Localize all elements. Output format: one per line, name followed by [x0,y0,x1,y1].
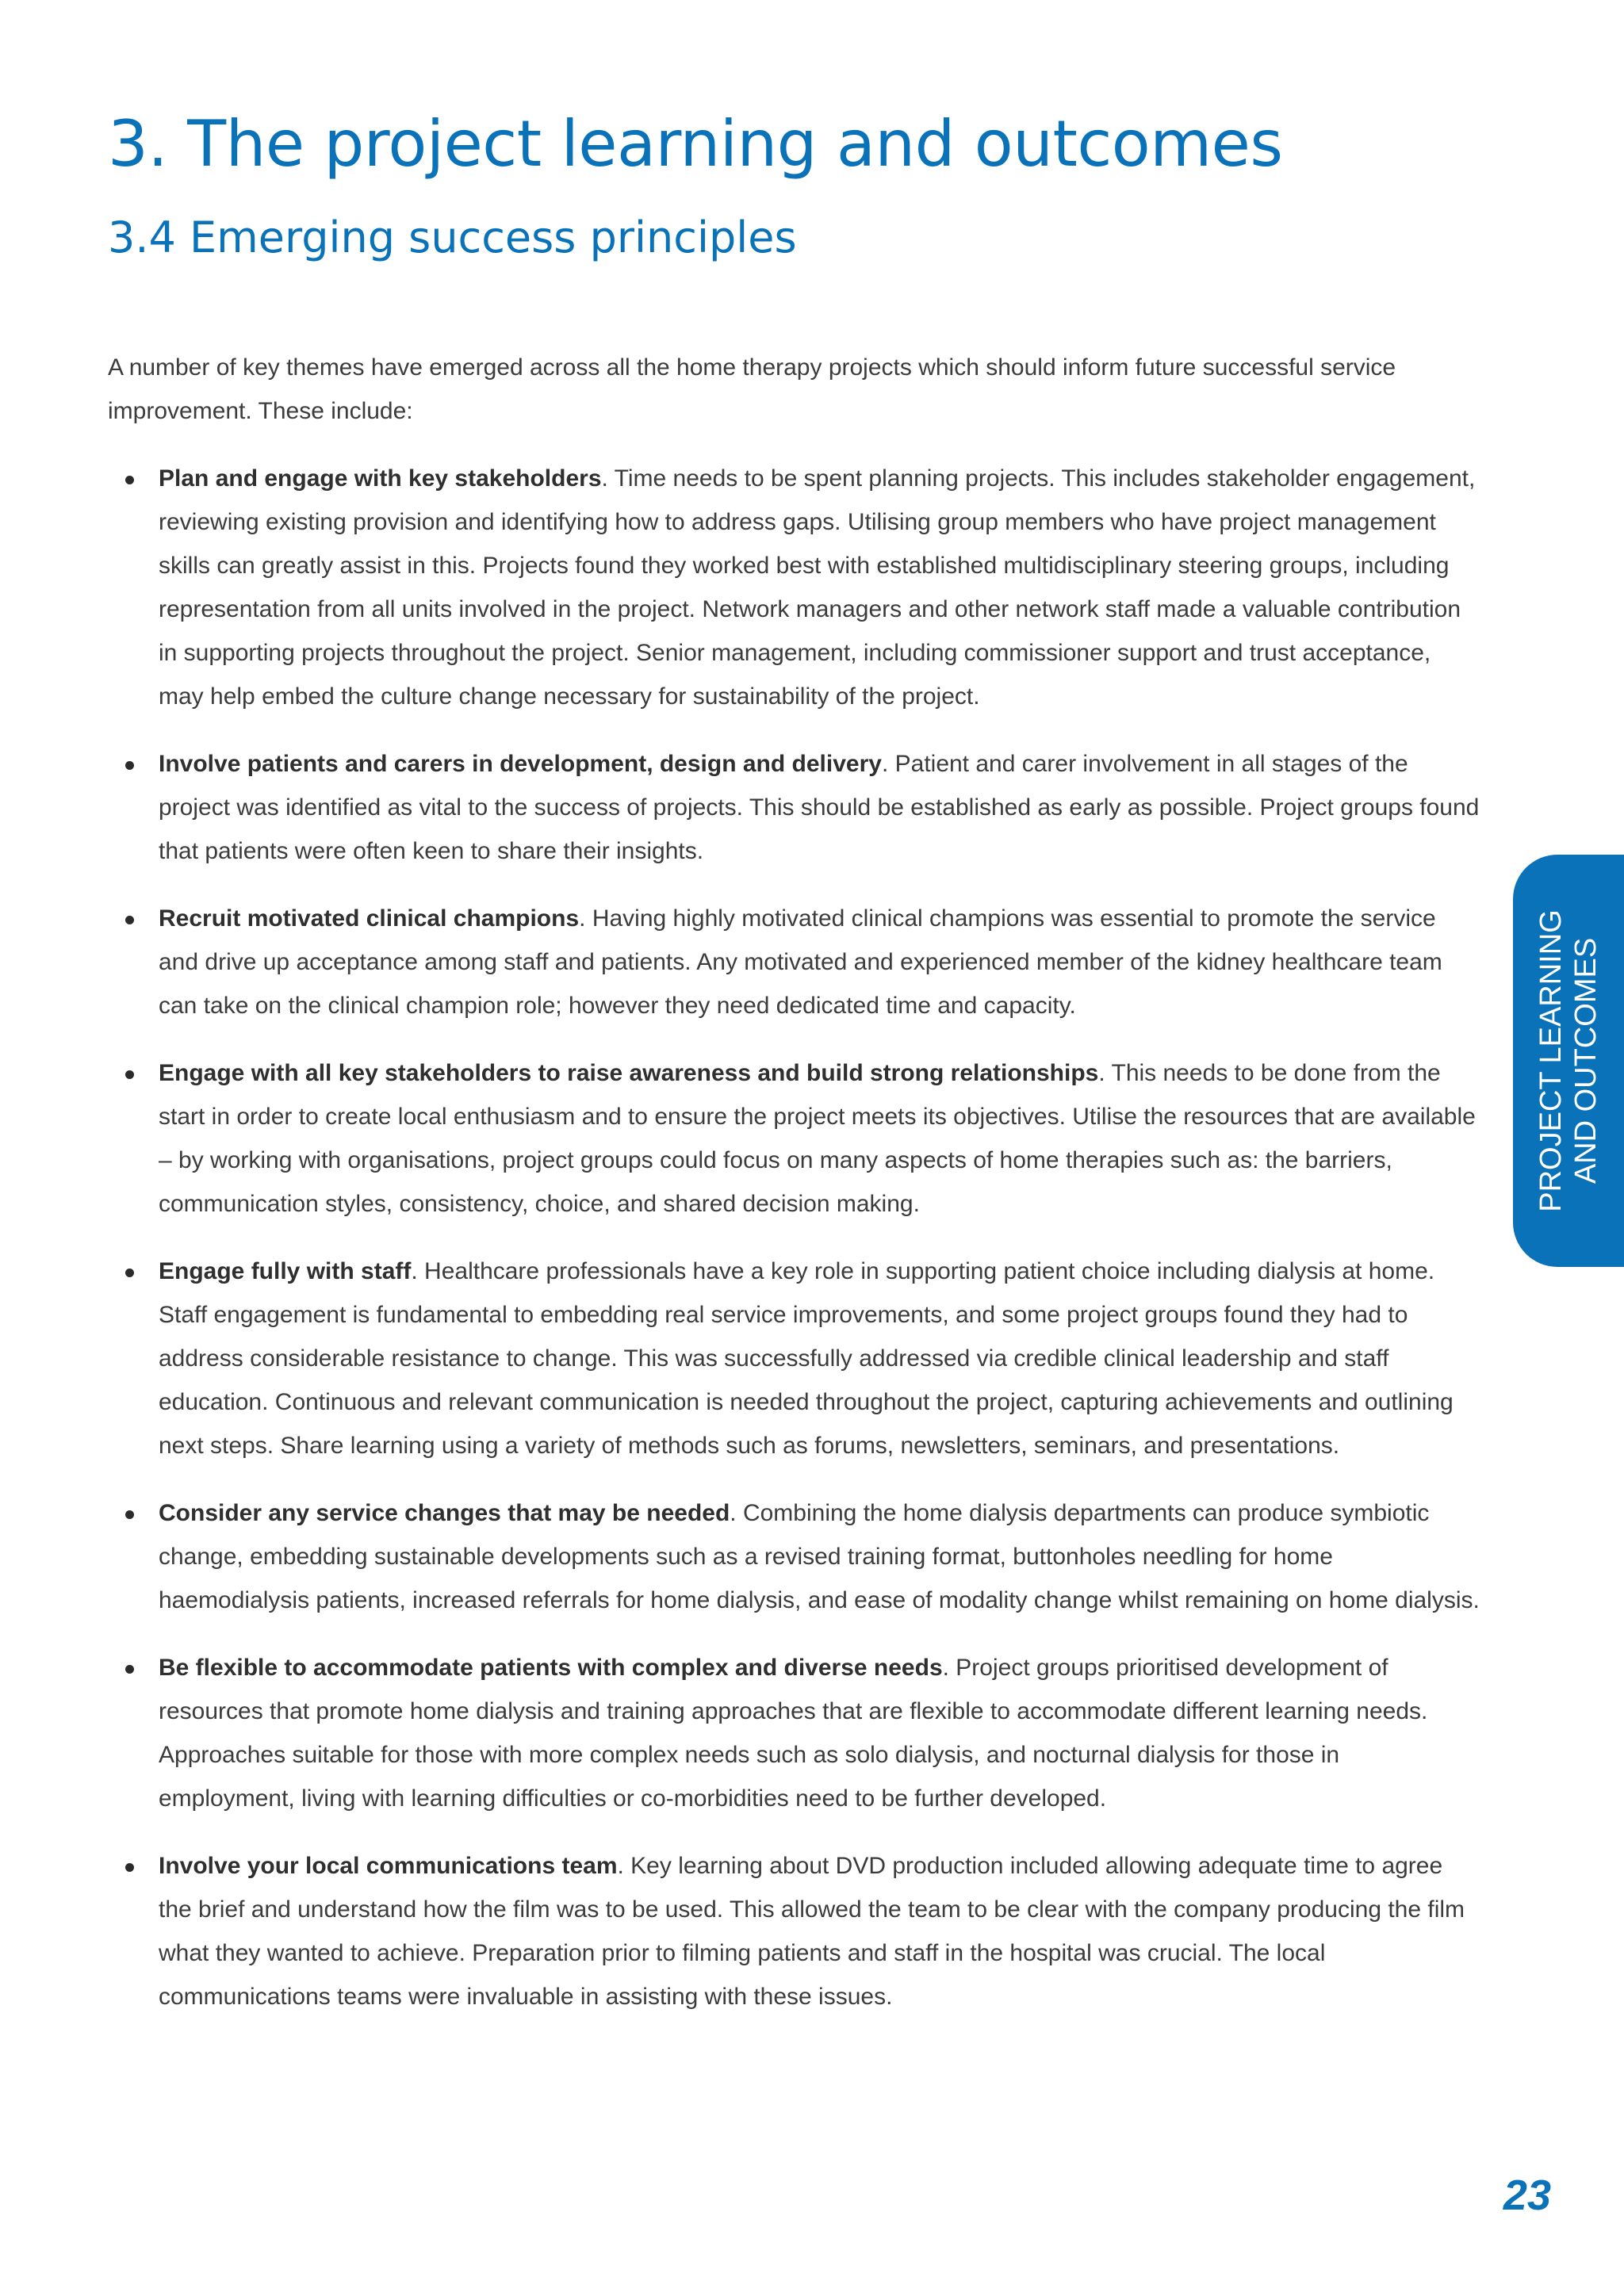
list-item [108,1844,1480,2019]
side-tab-line-1: PROJECT LEARNING [1534,909,1568,1212]
side-tab-line-2: AND OUTCOMES [1569,937,1603,1184]
list-item [108,1646,1480,1820]
section-title: 3.4 Emerging success principles [108,212,797,262]
bullet-text: . Project groups prioritised development of resources that promote home dialysis and training approaches that are flexible to accommodate different learning needs. Approaches suitable for those with more complex needs such as solo dialysis, and nocturnal dialysis for those in employment, living with learning difficulties or co-morbidities need to be further developed. [159,1655,1428,1812]
bullet-icon [125,476,134,484]
bullet-heading: Involve your local communications team [159,1853,618,1879]
list-item [108,457,1480,718]
bullet-text: . Having highly motivated clinical champions was essential to promote the service and drive up acceptance among staff and patients. Any motivated and experienced member of the kidney healthcare team can take on the clinical champion role; however they need dedicated time and capacity. [159,905,1442,1019]
bullet-icon [125,1269,134,1277]
bullet-text: . Patient and carer involvement in all stages of the project was identified as vital to the success of projects. This should be established as early as possible. Project groups found that patients were often keen to share their insights. [159,751,1480,864]
bullet-heading: Engage fully with staff [159,1258,412,1284]
side-tab-label [1534,909,1603,1211]
bullet-heading: Engage with all key stakeholders to raise awareness and build strong relationships [159,1060,1099,1086]
bullet-text: . Combining the home dialysis departments can produce symbiotic change, embedding sustainable developments such as a revised training format, buttonholes needling for home haemodialysis patients, increased referrals for home dialysis, and ease of modality change whilst remaining on home dialysis. [159,1500,1480,1613]
bullet-icon [125,916,134,924]
list-item [108,1051,1480,1226]
bullet-text: . This needs to be done from the start in order to create local enthusiasm and to ensure the project meets its objectives. Utilise the resources that are available – by working with organisations, project groups could focus on many aspects of home therapies such as: the barriers, communication styles, consistency, choice, and shared decision making. [159,1060,1476,1217]
page-title: 3. The project learning and outcomes [108,107,1283,181]
bullet-text: . Time needs to be spent planning projects. This includes stakeholder engagement, reviewing existing provision and identifying how to address gaps. Utilising group members who have project management skills can greatly assist in this. Projects found they worked best with established multidisciplinary steering groups, including representation from all units involved in the project. Network managers and other network staff made a valuable contribution in supporting projects throughout the project. Senior management, including commissioner support and trust acceptance, may help embed the culture change necessary for sustainability of the project. [159,465,1476,710]
principles-list [108,457,1480,2019]
page-number: 23 [1503,2172,1551,2219]
list-item [108,742,1480,873]
bullet-icon [125,1070,134,1079]
bullet-text: . Healthcare professionals have a key role in supporting patient choice including dialysis at home. Staff engagement is fundamental to embedding real service improvements, and some project groups found they had to address considerable resistance to change. This was successfully addressed via credible clinical leadership and staff education. Continuous and relevant communication is needed throughout the project, capturing achievements and outlining next steps. Share learning using a variety of methods such as forums, newsletters, seminars, and presentations. [159,1258,1454,1459]
bullet-heading: Consider any service changes that may be needed [159,1500,730,1526]
list-item [108,1491,1480,1622]
bullet-heading: Involve patients and carers in development, design and delivery [159,751,882,777]
bullet-icon [125,1863,134,1872]
list-item [108,1249,1480,1468]
section-side-tab [1513,855,1624,1267]
bullet-heading: Recruit motivated clinical champions [159,905,580,932]
bullet-heading: Plan and engage with key stakeholders [159,465,602,492]
bullet-heading: Be flexible to accommodate patients with complex and diverse needs [159,1655,943,1681]
bullet-icon [125,1665,134,1674]
intro-paragraph: A number of key themes have emerged across all the home therapy projects which should inform future successful service improvement. These include: [108,354,1396,424]
list-item [108,897,1480,1027]
bullet-icon [125,761,134,770]
bullet-icon [125,1510,134,1519]
main-content [108,346,1480,2042]
bullet-text: . Key learning about DVD production included allowing adequate time to agree the brief and understand how the film was to be used. This allowed the team to be clear with the company producing the film what they wanted to achieve. Preparation prior to filming patients and staff in the hospital was crucial. The local communications teams were invaluable in assisting with these issues. [159,1853,1465,2010]
